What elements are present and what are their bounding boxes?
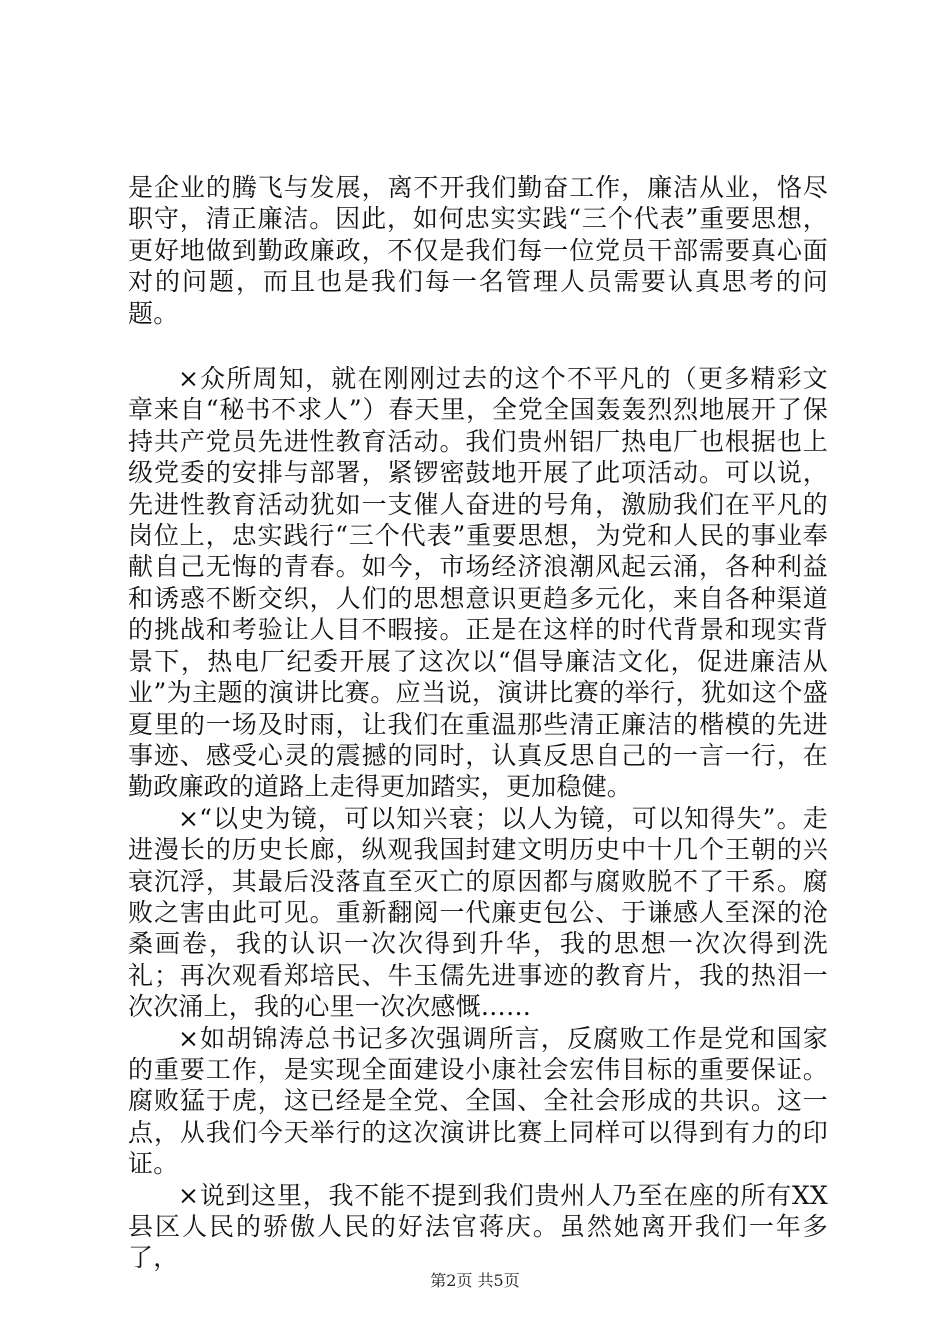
paragraph-gap bbox=[128, 329, 828, 363]
paragraph-3: ×“以史为镜，可以知兴衰；以人为镜，可以知得失”。走进漫长的历史长廊，纵观我国封建文明历史中十几个王朝的兴衰沉浮，其最后没落直至灭亡的原因都与腐败脱不了干系。腐败之害由此可见。重新翻阅一代廉吏包公、于谦感人至深的沧桑画卷，我的认识一次次得到升华，我的思想一次次得到洗礼；再次观看郑培民、牛玉儒先进事迹的教育片，我的热泪一次次涌上，我的心里一次次感慨…… bbox=[128, 803, 828, 1022]
paragraph-1: 是企业的腾飞与发展，离不开我们勤奋工作，廉洁从业，恪尽职守，清正廉洁。因此，如何忠实实践“三个代表”重要思想，更好地做到勤政廉政，不仅是我们每一位党员干部需要真心面对的问题，而且也是我们每一名管理人员需要认真思考的问题。 bbox=[128, 173, 828, 328]
paragraph-5: ×说到这里，我不能不提到我们贵州人乃至在座的所有XX县区人民的骄傲人民的好法官蒋庆。虽然她离开我们一年多了， bbox=[128, 1180, 828, 1273]
page-number-footer: 第2页 共5页 bbox=[430, 1271, 520, 1290]
document-body bbox=[128, 172, 828, 1274]
paragraph-2: ×众所周知，就在刚刚过去的这个不平凡的（更多精彩文章来自“秘书不求人”）春天里，全党全国轰轰烈烈地展开了保持共产党员先进性教育活动。我们贵州铝厂热电厂也根据也上级党委的安排与部署，紧锣密鼓地开展了此项活动。可以说，先进性教育活动犹如一支催人奋进的号角，激励我们在平凡的岗位上，忠实践行“三个代表”重要思想，为党和人民的事业奉献自己无悔的青春。如今，市场经济浪潮风起云涌，各种利益和诱惑不断交织，人们的思想意识更趋多元化，来自各种渠道的挑战和考验让人目不暇接。正是在这样的时代背景和现实背景下，热电厂纪委开展了这次以“倡导廉洁文化，促进廉洁从业”为主题的演讲比赛。应当说，演讲比赛的举行，犹如这个盛夏里的一场及时雨，让我们在重温那些清正廉洁的楷模的先进事迹、感受心灵的震撼的同时，认真反思自己的一言一行，在勤政廉政的道路上走得更加踏实，更加稳健。 bbox=[128, 364, 828, 802]
paragraph-4: ×如胡锦涛总书记多次强调所言，反腐败工作是党和国家的重要工作，是实现全面建设小康社会宏伟目标的重要保证。腐败猛于虎，这已经是全党、全国、全社会形成的共识。这一点，从我们今天举行的这次演讲比赛上同样可以得到有力的印证。 bbox=[128, 1023, 828, 1179]
